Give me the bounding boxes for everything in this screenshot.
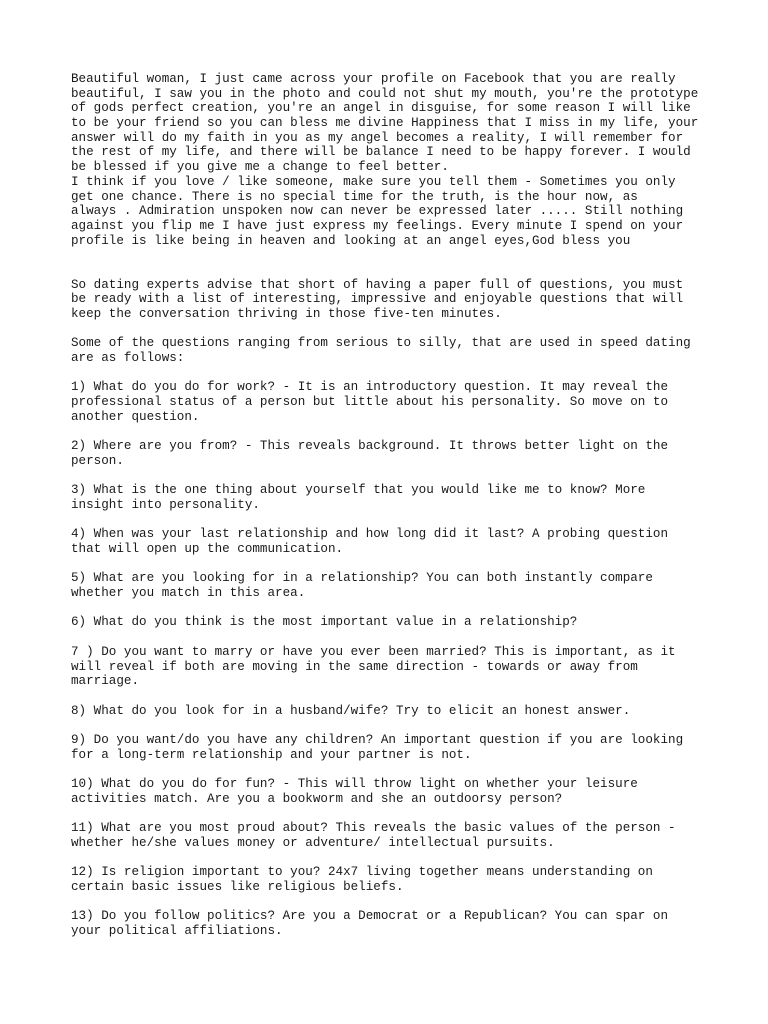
text-line: that will open up the communication. [71,542,344,557]
question-item [71,380,703,424]
intro-paragraph [71,278,703,322]
text-line: 6) What do you think is the most important value in a relationship? [71,615,578,630]
text-line: the rest of my life, and there will be balance I need to be happy forever. I would [71,145,691,160]
text-line: get one chance. There is no special time for the truth, is the hour now, as [71,189,638,204]
text-line: So dating experts advise that short of having a paper full of questions, you must [71,277,684,292]
spacer [71,557,703,572]
text-line: 4) When was your last relationship and how long did it last? A probing question [71,527,669,542]
text-line: beautiful, I saw you in the photo and could not shut my mouth, you're the prototype [71,86,699,101]
spacer [71,322,703,337]
spacer [71,366,703,381]
letter-paragraph [71,72,703,248]
text-line: 2) Where are you from? - This reveals background. It throws better light on the [71,439,669,454]
question-item [71,909,703,938]
text-line: 13) Do you follow politics? Are you a Democrat or a Republican? You can spar on [71,909,669,924]
spacer [71,718,703,733]
spacer [71,806,703,821]
question-item [71,865,703,894]
text-line: of gods perfect creation, you're an angel in disguise, for some reason I will like [71,101,691,116]
spacer [71,513,703,528]
document-page [71,72,703,939]
text-line: I think if you love / like someone, make sure you tell them - Sometimes you only [71,174,676,189]
text-line: be ready with a list of interesting, impressive and enjoyable questions that will [71,292,684,307]
spacer [71,895,703,910]
text-line: insight into personality. [71,497,260,512]
text-line: for a long-term relationship and your partner is not. [71,747,472,762]
text-line: are as follows: [71,351,185,366]
text-line: your political affiliations. [71,923,283,938]
spacer [71,630,703,645]
question-item [71,777,703,806]
text-line: will reveal if both are moving in the same direction - towards or away from [71,659,638,674]
spacer [71,425,703,440]
spacer [71,850,703,865]
text-line: always . Admiration unspoken now can never be expressed later ..... Still nothing [71,204,684,219]
question-item [71,439,703,468]
spacer [71,689,703,704]
text-line: 3) What is the one thing about yourself that you would like me to know? More [71,483,646,498]
question-item [71,733,703,762]
text-line: against you flip me I have just express my feelings. Every minute I spend on your [71,218,684,233]
text-line: 5) What are you looking for in a relationship? You can both instantly compare [71,571,653,586]
spacer [71,469,703,484]
text-line: Some of the questions ranging from serious to silly, that are used in speed dating [71,336,691,351]
text-line: activities match. Are you a bookworm and she an outdoorsy person? [71,791,563,806]
question-item [71,527,703,556]
text-line: 1) What do you do for work? - It is an introductory question. It may reveal the [71,380,669,395]
text-line: 9) Do you want/do you have any children? An important question if you are looking [71,732,684,747]
spacer [71,762,703,777]
intro-paragraph [71,336,703,365]
spacer [71,601,703,616]
text-line: person. [71,453,124,468]
text-line: be blessed if you give me a change to feel better. [71,160,449,175]
text-line: 10) What do you do for fun? - This will throw light on whether your leisure [71,777,638,792]
question-item [71,704,703,719]
text-line: 11) What are you most proud about? This reveals the basic values of the person - [71,821,676,836]
text-line: profile is like being in heaven and looking at an angel eyes,God bless you [71,233,631,248]
text-line: 12) Is religion important to you? 24x7 living together means understanding on [71,865,653,880]
text-line: keep the conversation thriving in those five-ten minutes. [71,307,502,322]
text-line: 8) What do you look for in a husband/wife? Try to elicit an honest answer. [71,703,631,718]
spacer [71,248,703,277]
text-line: marriage. [71,674,140,689]
question-item [71,645,703,689]
text-line: whether you match in this area. [71,586,306,601]
text-line: Beautiful woman, I just came across your profile on Facebook that you are really [71,72,676,86]
text-line: certain basic issues like religious beliefs. [71,879,404,894]
text-line: to be your friend so you can bless me divine Happiness that I miss in my life, your [71,116,699,131]
question-item [71,571,703,600]
question-item [71,483,703,512]
question-item [71,615,703,630]
text-line: professional status of a person but little about his personality. So move on to [71,395,669,410]
text-line: another question. [71,409,200,424]
text-line: whether he/she values money or adventure/ intellectual pursuits. [71,835,555,850]
question-item [71,821,703,850]
text-line: 7 ) Do you want to marry or have you ever been married? This is important, as it [71,644,676,659]
text-line: answer will do my faith in you as my angel becomes a reality, I will remember for [71,130,684,145]
